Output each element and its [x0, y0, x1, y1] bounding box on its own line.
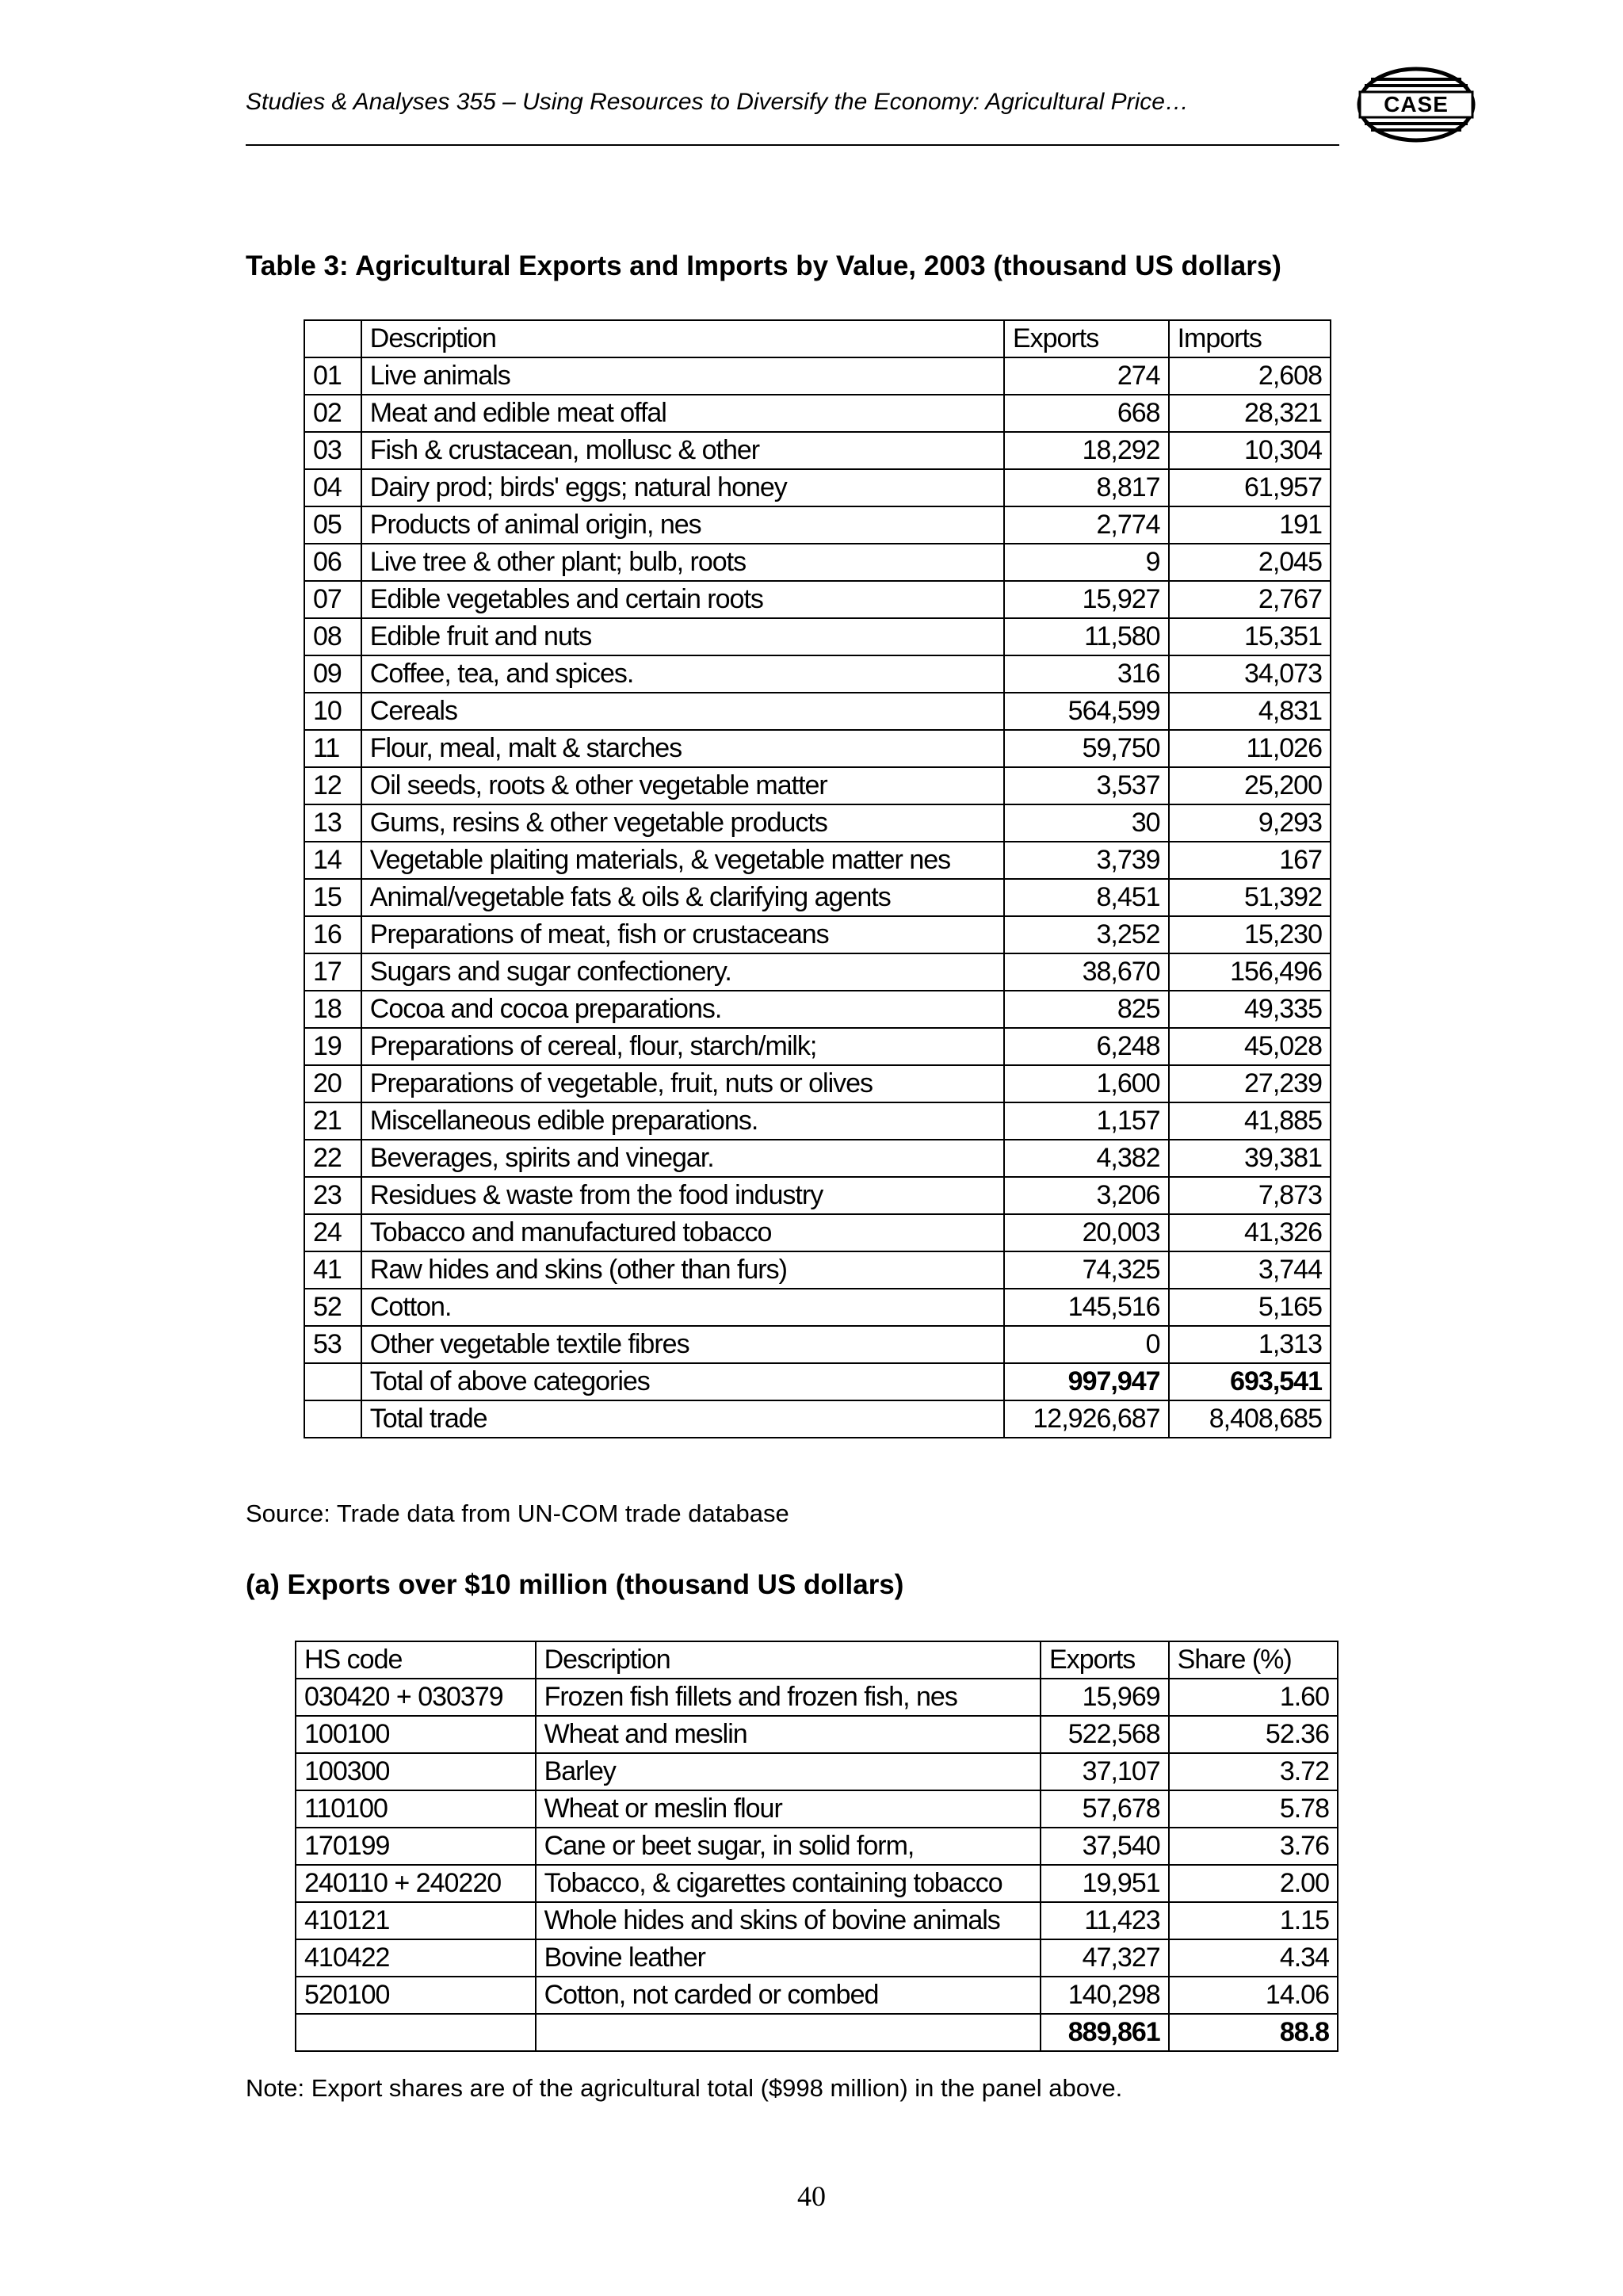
table-header-row — [304, 320, 1331, 357]
total-code — [304, 1363, 361, 1400]
cell-code: 53 — [304, 1326, 361, 1363]
cell-description: Tobacco and manufactured tobacco — [361, 1214, 1004, 1251]
cell-description: Preparations of meat, fish or crustaceans — [361, 916, 1004, 953]
cell-code: 24 — [304, 1214, 361, 1251]
table-row — [304, 953, 1331, 991]
cell-value-2: 1.60 — [1169, 1679, 1338, 1716]
cell-code: 240110 + 240220 — [296, 1865, 536, 1902]
cell-description: Edible vegetables and certain roots — [361, 581, 1004, 618]
header-exports: Exports — [1041, 1641, 1169, 1679]
table-row — [304, 916, 1331, 953]
cell-value-1: 0 — [1004, 1326, 1169, 1363]
cell-value-2: 41,885 — [1169, 1102, 1331, 1140]
cell-code: 06 — [304, 544, 361, 581]
table-title: Table 3: Agricultural Exports and Imports by Value, 2003 (thousand US dollars) — [246, 250, 1281, 281]
total-categories-row — [304, 1363, 1331, 1400]
cell-value-1: 18,292 — [1004, 432, 1169, 469]
cell-code: 07 — [304, 581, 361, 618]
cell-code: 10 — [304, 693, 361, 730]
cell-code: 23 — [304, 1177, 361, 1214]
cell-value-1: 59,750 — [1004, 730, 1169, 767]
header-exports: Exports — [1004, 320, 1169, 357]
cell-value-1: 37,107 — [1041, 1753, 1169, 1790]
cell-code: 02 — [304, 395, 361, 432]
cell-description: Frozen fish fillets and frozen fish, nes — [536, 1679, 1041, 1716]
cell-value-1: 825 — [1004, 991, 1169, 1028]
cell-value-1: 3,206 — [1004, 1177, 1169, 1214]
cell-value-2: 39,381 — [1169, 1140, 1331, 1177]
cell-value-2: 5,165 — [1169, 1289, 1331, 1326]
table-row — [304, 730, 1331, 767]
cell-value-1: 15,927 — [1004, 581, 1169, 618]
cell-code: 19 — [304, 1028, 361, 1065]
table-body — [304, 357, 1331, 1363]
table-row — [296, 1828, 1338, 1865]
cell-code: 17 — [304, 953, 361, 991]
table-row — [304, 1102, 1331, 1140]
cell-value-2: 4,831 — [1169, 693, 1331, 730]
cell-code: 05 — [304, 506, 361, 544]
cell-value-2: 4.34 — [1169, 1939, 1338, 1977]
cell-value-1: 3,537 — [1004, 767, 1169, 804]
table-row — [296, 1939, 1338, 1977]
cell-value-1: 3,252 — [1004, 916, 1169, 953]
cell-value-1: 15,969 — [1041, 1679, 1169, 1716]
cell-value-1: 4,382 — [1004, 1140, 1169, 1177]
cell-value-2: 52.36 — [1169, 1716, 1338, 1753]
cell-value-1: 2,774 — [1004, 506, 1169, 544]
cell-code: 520100 — [296, 1977, 536, 2014]
cell-value-2: 45,028 — [1169, 1028, 1331, 1065]
table-body — [296, 1679, 1338, 2014]
cell-value-2: 14.06 — [1169, 1977, 1338, 2014]
table-note: Note: Export shares are of the agricultural total ($998 million) in the panel above. — [246, 2074, 1123, 2102]
cell-description: Animal/vegetable fats & oils & clarifying agents — [361, 879, 1004, 916]
cell-code: 170199 — [296, 1828, 536, 1865]
table-row — [304, 544, 1331, 581]
cell-value-2: 1,313 — [1169, 1326, 1331, 1363]
cell-code: 03 — [304, 432, 361, 469]
header-imports: Imports — [1169, 320, 1331, 357]
cell-code: 13 — [304, 804, 361, 842]
cell-value-1: 11,423 — [1041, 1902, 1169, 1939]
cell-description: Cotton. — [361, 1289, 1004, 1326]
header-rule — [246, 144, 1339, 146]
cell-value-2: 41,326 — [1169, 1214, 1331, 1251]
total-exports: 997,947 — [1004, 1363, 1169, 1400]
case-logo — [1357, 67, 1476, 143]
cell-description: Tobacco, & cigarettes containing tobacco — [536, 1865, 1041, 1902]
table-row — [304, 506, 1331, 544]
trade-exports: 12,926,687 — [1004, 1400, 1169, 1438]
cell-value-1: 1,157 — [1004, 1102, 1169, 1140]
cell-value-2: 61,957 — [1169, 469, 1331, 506]
cell-code: 110100 — [296, 1790, 536, 1828]
cell-value-2: 3,744 — [1169, 1251, 1331, 1289]
cell-description: Barley — [536, 1753, 1041, 1790]
cell-value-1: 274 — [1004, 357, 1169, 395]
table-row — [304, 1140, 1331, 1177]
cell-value-2: 3.76 — [1169, 1828, 1338, 1865]
total-share: 88.8 — [1169, 2014, 1338, 2051]
cell-description: Beverages, spirits and vinegar. — [361, 1140, 1004, 1177]
running-header: Studies & Analyses 355 – Using Resources to Diversify the Economy: Agricultural Price… — [246, 89, 1189, 115]
cell-value-1: 8,451 — [1004, 879, 1169, 916]
cell-code: 16 — [304, 916, 361, 953]
cell-value-1: 9 — [1004, 544, 1169, 581]
table-row — [304, 1251, 1331, 1289]
cell-description: Edible fruit and nuts — [361, 618, 1004, 655]
cell-code: 52 — [304, 1289, 361, 1326]
cell-value-2: 15,230 — [1169, 916, 1331, 953]
total-trade-row — [304, 1400, 1331, 1438]
cell-value-2: 3.72 — [1169, 1753, 1338, 1790]
cell-value-1: 47,327 — [1041, 1939, 1169, 1977]
cell-value-2: 2,608 — [1169, 357, 1331, 395]
cell-description: Coffee, tea, and spices. — [361, 655, 1004, 693]
cell-code: 410422 — [296, 1939, 536, 1977]
cell-code: 01 — [304, 357, 361, 395]
header-description: Description — [361, 320, 1004, 357]
cell-description: Residues & waste from the food industry — [361, 1177, 1004, 1214]
cell-description: Cane or beet sugar, in solid form, — [536, 1828, 1041, 1865]
table-row — [304, 655, 1331, 693]
cell-value-2: 9,293 — [1169, 804, 1331, 842]
cell-description: Cocoa and cocoa preparations. — [361, 991, 1004, 1028]
cell-value-1: 522,568 — [1041, 1716, 1169, 1753]
cell-description: Flour, meal, malt & starches — [361, 730, 1004, 767]
cell-value-1: 6,248 — [1004, 1028, 1169, 1065]
cell-code: 22 — [304, 1140, 361, 1177]
cell-value-1: 140,298 — [1041, 1977, 1169, 2014]
header-hs-code: HS code — [296, 1641, 536, 1679]
header-description: Description — [536, 1641, 1041, 1679]
trade-label: Total trade — [361, 1400, 1004, 1438]
table-row — [296, 1753, 1338, 1790]
cell-description: Miscellaneous edible preparations. — [361, 1102, 1004, 1140]
cell-code: 12 — [304, 767, 361, 804]
cell-value-2: 2.00 — [1169, 1865, 1338, 1902]
cell-value-2: 2,045 — [1169, 544, 1331, 581]
header-share: Share (%) — [1169, 1641, 1338, 1679]
cell-value-1: 145,516 — [1004, 1289, 1169, 1326]
cell-description: Meat and edible meat offal — [361, 395, 1004, 432]
cell-code: 100300 — [296, 1753, 536, 1790]
cell-value-2: 5.78 — [1169, 1790, 1338, 1828]
cell-value-2: 7,873 — [1169, 1177, 1331, 1214]
cell-value-1: 20,003 — [1004, 1214, 1169, 1251]
cell-value-2: 49,335 — [1169, 991, 1331, 1028]
table-row — [304, 432, 1331, 469]
cell-value-1: 1,600 — [1004, 1065, 1169, 1102]
table-row — [304, 581, 1331, 618]
table-row — [304, 1326, 1331, 1363]
cell-description: Live tree & other plant; bulb, roots — [361, 544, 1004, 581]
cell-value-1: 37,540 — [1041, 1828, 1169, 1865]
cell-description: Live animals — [361, 357, 1004, 395]
cell-code: 11 — [304, 730, 361, 767]
table-row — [304, 1028, 1331, 1065]
agricultural-trade-table — [304, 319, 1331, 1438]
cell-value-2: 25,200 — [1169, 767, 1331, 804]
cell-value-2: 28,321 — [1169, 395, 1331, 432]
cell-description: Wheat and meslin — [536, 1716, 1041, 1753]
cell-code: 030420 + 030379 — [296, 1679, 536, 1716]
cell-description: Cotton, not carded or combed — [536, 1977, 1041, 2014]
cell-value-2: 15,351 — [1169, 618, 1331, 655]
table-row — [304, 1214, 1331, 1251]
cell-value-1: 11,580 — [1004, 618, 1169, 655]
table-row — [304, 357, 1331, 395]
total-description — [536, 2014, 1041, 2051]
table-row — [304, 469, 1331, 506]
total-hs-code — [296, 2014, 536, 2051]
logo-text: CASE — [1384, 92, 1449, 117]
cell-value-1: 564,599 — [1004, 693, 1169, 730]
trade-imports: 8,408,685 — [1169, 1400, 1331, 1438]
cell-value-1: 19,951 — [1041, 1865, 1169, 1902]
table-row — [304, 1289, 1331, 1326]
table-row — [304, 618, 1331, 655]
table-header-row — [296, 1641, 1338, 1679]
total-label: Total of above categories — [361, 1363, 1004, 1400]
table-row — [296, 1977, 1338, 2014]
cell-code: 09 — [304, 655, 361, 693]
page-number: 40 — [797, 2180, 826, 2212]
total-imports: 693,541 — [1169, 1363, 1331, 1400]
table-row — [304, 693, 1331, 730]
cell-value-2: 34,073 — [1169, 655, 1331, 693]
cell-value-1: 30 — [1004, 804, 1169, 842]
cell-value-1: 74,325 — [1004, 1251, 1169, 1289]
cell-value-1: 57,678 — [1041, 1790, 1169, 1828]
cell-description: Fish & crustacean, mollusc & other — [361, 432, 1004, 469]
total-exports: 889,861 — [1041, 2014, 1169, 2051]
table-row — [296, 1865, 1338, 1902]
table-source: Source: Trade data from UN-COM trade database — [246, 1499, 789, 1527]
table-row — [304, 991, 1331, 1028]
cell-description: Products of animal origin, nes — [361, 506, 1004, 544]
cell-value-1: 3,739 — [1004, 842, 1169, 879]
cell-code: 14 — [304, 842, 361, 879]
cell-description: Other vegetable textile fibres — [361, 1326, 1004, 1363]
cell-description: Wheat or meslin flour — [536, 1790, 1041, 1828]
cell-value-2: 1.15 — [1169, 1902, 1338, 1939]
cell-code: 20 — [304, 1065, 361, 1102]
cell-description: Raw hides and skins (other than furs) — [361, 1251, 1004, 1289]
header-code — [304, 320, 361, 357]
table-row — [304, 804, 1331, 842]
cell-value-2: 156,496 — [1169, 953, 1331, 991]
cell-code: 410121 — [296, 1902, 536, 1939]
table-row — [304, 1065, 1331, 1102]
cell-code: 21 — [304, 1102, 361, 1140]
cell-description: Bovine leather — [536, 1939, 1041, 1977]
table-row — [304, 842, 1331, 879]
subtable-title: (a) Exports over $10 million (thousand US dollars) — [246, 1569, 904, 1600]
cell-description: Vegetable plaiting materials, & vegetable matter nes — [361, 842, 1004, 879]
cell-value-2: 191 — [1169, 506, 1331, 544]
cell-value-2: 167 — [1169, 842, 1331, 879]
table-row — [304, 395, 1331, 432]
table-row — [296, 1679, 1338, 1716]
cell-code: 100100 — [296, 1716, 536, 1753]
cell-value-1: 38,670 — [1004, 953, 1169, 991]
cell-description: Preparations of vegetable, fruit, nuts or olives — [361, 1065, 1004, 1102]
cell-description: Sugars and sugar confectionery. — [361, 953, 1004, 991]
cell-code: 41 — [304, 1251, 361, 1289]
table-row — [304, 1177, 1331, 1214]
cell-description: Oil seeds, roots & other vegetable matter — [361, 767, 1004, 804]
table-row — [304, 767, 1331, 804]
cell-value-1: 668 — [1004, 395, 1169, 432]
cell-value-2: 11,026 — [1169, 730, 1331, 767]
exports-over-10m-table — [295, 1641, 1338, 2052]
cell-value-2: 27,239 — [1169, 1065, 1331, 1102]
cell-description: Preparations of cereal, flour, starch/milk; — [361, 1028, 1004, 1065]
cell-value-2: 2,767 — [1169, 581, 1331, 618]
cell-code: 15 — [304, 879, 361, 916]
cell-code: 08 — [304, 618, 361, 655]
cell-description: Whole hides and skins of bovine animals — [536, 1902, 1041, 1939]
trade-code — [304, 1400, 361, 1438]
table-row — [296, 1902, 1338, 1939]
cell-description: Cereals — [361, 693, 1004, 730]
cell-description: Gums, resins & other vegetable products — [361, 804, 1004, 842]
cell-value-1: 8,817 — [1004, 469, 1169, 506]
cell-value-2: 51,392 — [1169, 879, 1331, 916]
cell-value-1: 316 — [1004, 655, 1169, 693]
table-row — [304, 879, 1331, 916]
total-row — [296, 2014, 1338, 2051]
table-row — [296, 1716, 1338, 1753]
cell-code: 04 — [304, 469, 361, 506]
cell-code: 18 — [304, 991, 361, 1028]
cell-value-2: 10,304 — [1169, 432, 1331, 469]
table-row — [296, 1790, 1338, 1828]
cell-description: Dairy prod; birds' eggs; natural honey — [361, 469, 1004, 506]
